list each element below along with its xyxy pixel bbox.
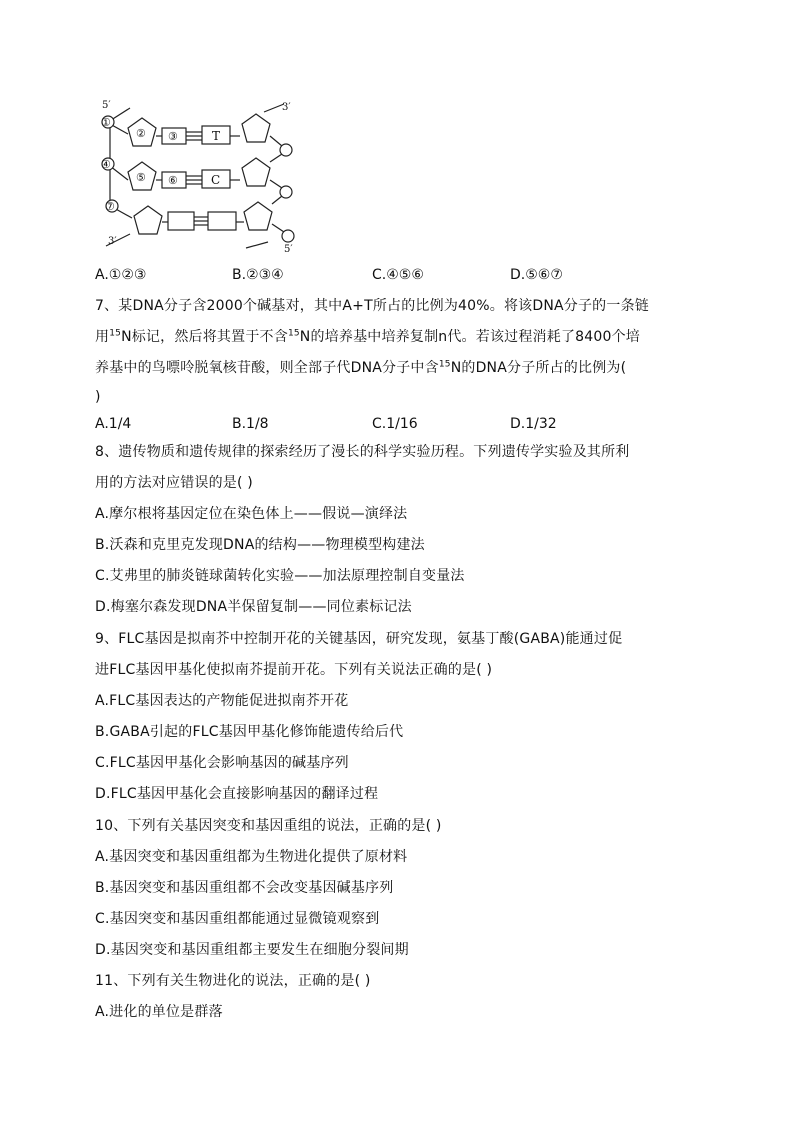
- label-3prime-bottom: 3′: [108, 236, 117, 247]
- q9-text-line: 进FLC基因甲基化使拟南芥提前开花。下列有关说法正确的是( ): [95, 662, 493, 678]
- dna-structure-diagram: [96, 96, 306, 256]
- label-3: ③: [168, 130, 178, 143]
- q6-option-a[interactable]: A.①②③: [95, 267, 147, 283]
- q10-text-line: 10、下列有关基因突变和基因重组的说法，正确的是( ): [95, 818, 442, 834]
- sugar-pentagon: [244, 202, 272, 230]
- q11-text-line: 11、下列有关生物进化的说法，正确的是( ): [95, 973, 371, 989]
- phosphate-circle: [282, 230, 294, 242]
- base-label-c: C: [211, 173, 221, 187]
- label-5: ⑤: [136, 171, 146, 184]
- label-6: ⑥: [168, 174, 178, 187]
- q7-option-a[interactable]: A.1/4: [95, 416, 132, 432]
- label-4: ④: [101, 158, 111, 171]
- q8-option-c[interactable]: C.艾弗里的肺炎链球菌转化实验——加法原理控制自变量法: [95, 568, 465, 584]
- q7-option-c[interactable]: C.1/16: [372, 416, 418, 432]
- q8-option-b[interactable]: B.沃森和克里克发现DNA的结构——物理模型构建法: [95, 537, 425, 553]
- q7-text-line: 7、某DNA分子含2000个碱基对，其中A+T所占的比例为40%。将该DNA分子的一条链: [95, 298, 649, 314]
- phosphate-circle: [280, 144, 292, 156]
- base-box: [208, 212, 236, 230]
- label-3prime-top: 3′: [282, 102, 291, 113]
- base-box: [168, 212, 194, 230]
- sugar-pentagon: [134, 206, 162, 234]
- label-5prime-top: 5′: [102, 100, 111, 111]
- sugar-pentagon: [242, 158, 270, 186]
- q8-text-line: 用的方法对应错误的是( ): [95, 475, 253, 491]
- q10-option-d[interactable]: D.基因突变和基因重组都主要发生在细胞分裂间期: [95, 942, 409, 958]
- q7-text-line: 用$^{15}$N标记，然后将其置于不含$^{15}$N的培养基中培养复制n代。若该过程消耗了8400个培: [95, 328, 640, 345]
- sugar-pentagon: [242, 114, 270, 142]
- q7-option-b[interactable]: B.1/8: [232, 416, 269, 432]
- label-7: ⑦: [105, 200, 115, 213]
- q8-option-d[interactable]: D.梅塞尔森发现DNA半保留复制——同位素标记法: [95, 599, 412, 615]
- q10-option-a[interactable]: A.基因突变和基因重组都为生物进化提供了原材料: [95, 849, 408, 865]
- q10-option-b[interactable]: B.基因突变和基因重组都不会改变基因碱基序列: [95, 880, 394, 896]
- q9-text-line: 9、FLC基因是拟南芥中控制开花的关键基因，研究发现，氨基丁酸(GABA)能通过促: [95, 631, 623, 647]
- q7-option-d[interactable]: D.1/32: [510, 416, 557, 432]
- q9-option-d[interactable]: D.FLC基因甲基化会直接影响基因的翻译过程: [95, 786, 379, 802]
- q7-text-line: ): [95, 389, 101, 405]
- q8-text-line: 8、遗传物质和遗传规律的探索经历了漫长的科学实验历程。下列遗传学实验及其所利: [95, 444, 630, 460]
- q7-text-line: 养基中的鸟嘌呤脱氧核苷酸，则全部子代DNA分子中含$^{15}$N的DNA分子所占的比例为(: [95, 359, 627, 376]
- q6-option-d[interactable]: D.⑤⑥⑦: [510, 267, 563, 283]
- label-5prime-bottom: 5′: [284, 244, 293, 255]
- q6-option-b[interactable]: B.②③④: [232, 267, 284, 283]
- q8-option-a[interactable]: A.摩尔根将基因定位在染色体上——假说—演绎法: [95, 506, 408, 522]
- phosphate-circle: [280, 186, 292, 198]
- q10-option-c[interactable]: C.基因突变和基因重组都能通过显微镜观察到: [95, 911, 380, 927]
- base-label-t: T: [212, 129, 221, 143]
- label-1: ①: [101, 116, 111, 129]
- q9-option-c[interactable]: C.FLC基因甲基化会影响基因的碱基序列: [95, 755, 349, 771]
- label-2: ②: [136, 127, 146, 140]
- q9-option-a[interactable]: A.FLC基因表达的产物能促进拟南芥开花: [95, 693, 349, 709]
- q9-option-b[interactable]: B.GABA引起的FLC基因甲基化修饰能遗传给后代: [95, 724, 404, 740]
- q6-option-c[interactable]: C.④⑤⑥: [372, 267, 424, 283]
- q11-option-a[interactable]: A.进化的单位是群落: [95, 1004, 223, 1020]
